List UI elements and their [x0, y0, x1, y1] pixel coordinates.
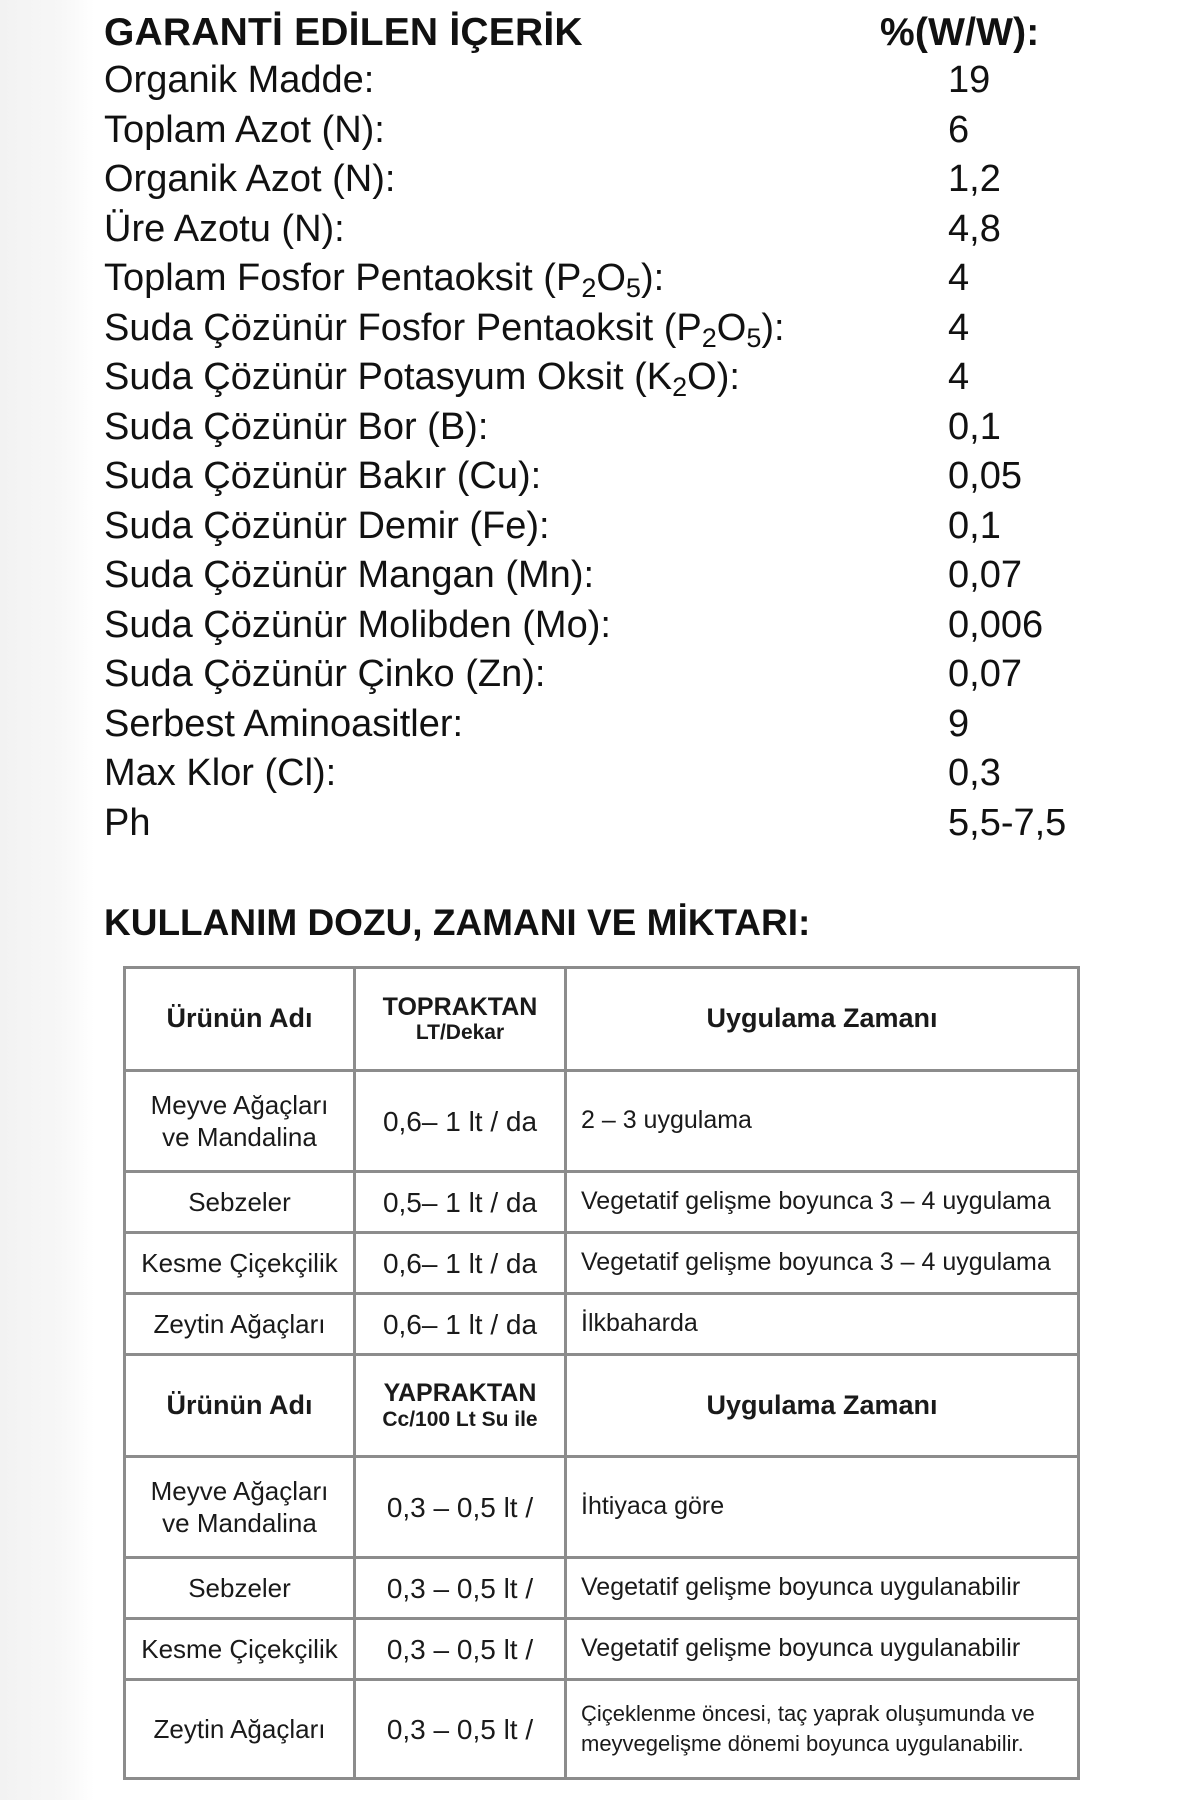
content-label: Organik Madde:	[104, 59, 375, 101]
table-row	[125, 1558, 1079, 1619]
content-row	[104, 205, 1104, 255]
product-line: Meyve Ağaçları	[150, 1089, 329, 1120]
content-value: 9	[948, 702, 970, 745]
time-cell: Vegetatif gelişme boyunca 3 – 4 uygulama	[566, 1233, 1079, 1294]
formula-symbol: K	[646, 356, 673, 398]
content-label: Ph	[104, 801, 151, 844]
content-row	[104, 502, 1104, 552]
product-cell: Kesme Çiçekçilik	[125, 1619, 355, 1680]
content-label: Suda Çözünür Bakır (Cu):	[104, 455, 542, 497]
dose-cell: 0,3 – 0,5 lt /	[355, 1619, 566, 1680]
formula-subscript: 5	[625, 273, 641, 303]
product-cell	[125, 1457, 355, 1558]
dose-cell: 0,6– 1 lt / da	[355, 1233, 566, 1294]
content-row	[104, 403, 1104, 453]
content-label: Serbest Aminoasitler:	[104, 702, 464, 745]
content-row	[104, 700, 1104, 750]
content-row	[104, 799, 1104, 849]
content-row	[104, 304, 1104, 354]
dose-cell: 0,6– 1 lt / da	[355, 1294, 566, 1355]
table-row	[125, 1071, 1079, 1172]
content-value: 4	[948, 257, 970, 299]
formula-subscript: 5	[746, 322, 762, 353]
content-value: 4	[948, 306, 970, 349]
label-text: ):	[716, 356, 740, 398]
content-value: 0,07	[948, 653, 1022, 695]
guaranteed-content-title: GARANTİ EDİLEN İÇERİK	[104, 11, 583, 54]
label-text: ):	[640, 257, 665, 299]
header-dose-unit: LT/Dekar	[415, 1021, 505, 1045]
dose-cell: 0,5– 1 lt / da	[355, 1172, 566, 1233]
time-cell: İhtiyaca göre	[566, 1457, 1079, 1558]
time-cell: 2 – 3 uygulama	[566, 1071, 1079, 1172]
content-value: 19	[948, 59, 991, 101]
table-header-row	[125, 968, 1079, 1071]
product-cell: Zeytin Ağaçları	[125, 1294, 355, 1355]
table-row	[125, 1680, 1079, 1779]
usage-heading: KULLANIM DOZU, ZAMANI VE MİKTARI:	[104, 902, 811, 943]
content-label: Toplam Azot (N):	[104, 108, 385, 151]
content-label	[104, 356, 740, 402]
product-cell: Zeytin Ağaçları	[125, 1680, 355, 1779]
content-label: Max Klor (Cl):	[104, 752, 337, 794]
formula-subscript: 2	[701, 322, 717, 353]
dose-cell: 0,3 – 0,5 lt /	[355, 1457, 566, 1558]
dose-cell: 0,6– 1 lt / da	[355, 1071, 566, 1172]
formula-symbol: P	[676, 306, 702, 349]
content-value: 0,3	[948, 752, 1001, 794]
content-row	[104, 106, 1104, 156]
content-value: 0,07	[948, 554, 1022, 596]
content-value: 0,05	[948, 455, 1022, 497]
header-dose-soil	[355, 968, 566, 1071]
time-cell: Vegetatif gelişme boyunca 3 – 4 uygulama	[566, 1172, 1079, 1233]
content-value: 4,8	[948, 207, 1001, 250]
time-cell: İlkbaharda	[566, 1294, 1079, 1355]
header-dose-label: TOPRAKTAN	[382, 992, 538, 1021]
content-value: 0,1	[948, 405, 1001, 448]
product-cell	[125, 1071, 355, 1172]
usage-table	[123, 966, 1080, 1780]
header-time: Uygulama Zamanı	[566, 1355, 1079, 1457]
content-label: Suda Çözünür Bor (B):	[104, 405, 489, 448]
content-row	[104, 155, 1104, 205]
content-row	[104, 551, 1104, 601]
table-row	[125, 1294, 1079, 1355]
table-row	[125, 1172, 1079, 1233]
content-row	[104, 650, 1104, 700]
header-dose-label: YAPRAKTAN	[383, 1379, 537, 1408]
header-product: Ürünün Adı	[125, 968, 355, 1071]
content-row	[104, 56, 1104, 106]
content-row	[104, 601, 1104, 651]
header-product: Ürünün Adı	[125, 1355, 355, 1457]
formula-symbol: O	[687, 356, 717, 398]
header-dose-unit: Cc/100 Lt Su ile	[382, 1407, 538, 1431]
formula-subscript: 2	[672, 372, 688, 402]
content-label: Suda Çözünür Mangan (Mn):	[104, 554, 595, 596]
time-line: Çiçeklenme öncesi, taç yaprak oluşumunda ve	[581, 1701, 1035, 1727]
guaranteed-content-heading	[104, 10, 1104, 56]
content-row	[104, 353, 1104, 403]
table-header-row	[125, 1355, 1079, 1457]
formula-subscript: 2	[581, 273, 597, 303]
content-label: Suda Çözünür Çinko (Zn):	[104, 653, 546, 695]
time-line: meyvegelişme dönemi boyunca uygulanabilir.	[581, 1731, 1024, 1756]
guaranteed-content-section	[104, 10, 1104, 848]
dose-cell: 0,3 – 0,5 lt /	[355, 1558, 566, 1619]
product-cell: Sebzeler	[125, 1558, 355, 1619]
table-row	[125, 1233, 1079, 1294]
header-dose-foliar	[355, 1355, 566, 1457]
content-value: 1,2	[948, 158, 1001, 200]
product-cell: Kesme Çiçekçilik	[125, 1233, 355, 1294]
product-line: Meyve Ağaçları	[150, 1475, 329, 1506]
content-row	[104, 254, 1104, 304]
content-label	[104, 257, 665, 303]
table-row	[125, 1457, 1079, 1558]
page-left-edge	[0, 0, 94, 1800]
table-row	[125, 1619, 1079, 1680]
label-text: Suda Çözünür Potasyum Oksit (	[104, 356, 647, 398]
content-label: Suda Çözünür Molibden (Mo):	[104, 603, 611, 646]
content-label	[104, 306, 785, 353]
product-line: ve Mandalina	[162, 1122, 317, 1152]
formula-symbol: O	[716, 306, 747, 349]
content-value: 6	[948, 108, 970, 151]
content-value: 5,5-7,5	[948, 801, 1067, 844]
time-cell: Vegetatif gelişme boyunca uygulanabilir	[566, 1558, 1079, 1619]
header-time: Uygulama Zamanı	[566, 968, 1079, 1071]
label-text: ):	[761, 306, 785, 349]
product-cell: Sebzeler	[125, 1172, 355, 1233]
content-row	[104, 452, 1104, 502]
formula-symbol: O	[596, 257, 626, 299]
product-line: ve Mandalina	[162, 1508, 317, 1538]
content-value: 0,1	[948, 504, 1001, 547]
content-label: Organik Azot (N):	[104, 158, 396, 200]
time-cell	[566, 1680, 1079, 1779]
label-text: Suda Çözünür Fosfor Pentaoksit (	[104, 306, 677, 349]
formula-symbol: P	[555, 257, 582, 299]
content-label: Suda Çözünür Demir (Fe):	[104, 504, 550, 547]
unit-header: %(W/W):	[880, 11, 1040, 54]
content-label: Üre Azotu (N):	[104, 207, 345, 250]
content-row	[104, 749, 1104, 799]
time-cell: Vegetatif gelişme boyunca uygulanabilir	[566, 1619, 1079, 1680]
content-value: 0,006	[948, 603, 1044, 646]
label-text: Toplam Fosfor Pentaoksit (	[104, 257, 556, 299]
content-value: 4	[948, 356, 970, 398]
dose-cell: 0,3 – 0,5 lt /	[355, 1680, 566, 1779]
